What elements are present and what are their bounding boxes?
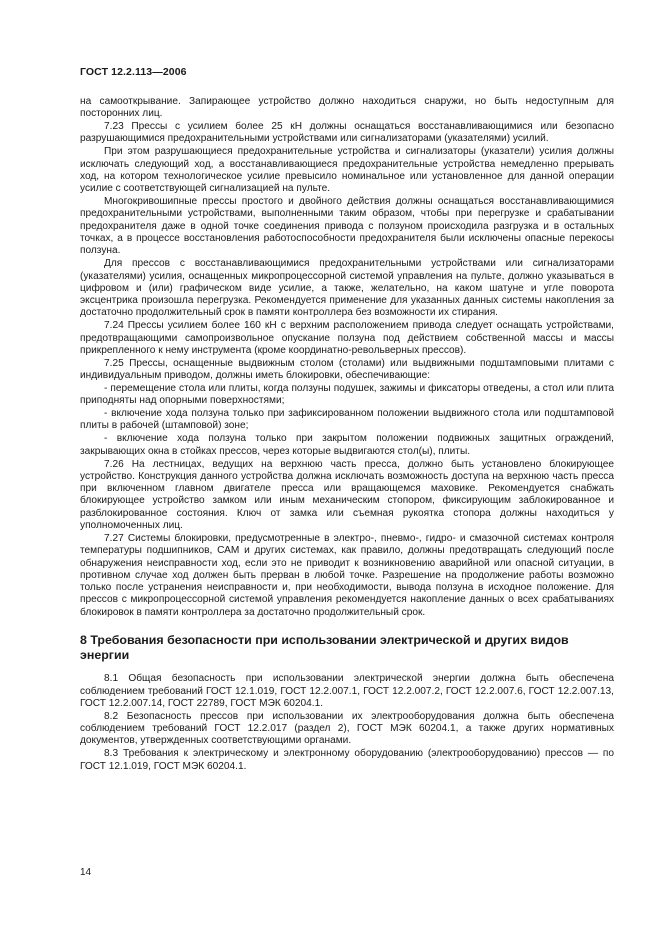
paragraph: 7.26 На лестницах, ведущих на верхнюю часть пресса, должно быть установлено блокирующее устройство. Конструкция данного устройства должна исключать возможность доступа на верхнюю часть пресса при включенном главном двигателе пресса или вращающемся маховике. Рекомендуется снабжать блокирующее устройство замком или иным механическим стопором, фиксирующим заблокированное и разблокированное состояния. Ключ от замка или съемная рукоятка стопора должны находиться у уполномоченных лиц. [80,458,614,532]
page-number: 14 [80,867,92,878]
paragraph: 7.24 Прессы усилием более 160 кН с верхним расположением привода следует оснащать устройствами, предотвращающими самопроизвольное опускание ползуна под действием собственной массы и массы прикрепленного к нему инструмента (кроме координатно-револьверных прессов). [80,320,614,356]
document-body [80,96,614,774]
paragraph: - перемещение стола или плиты, когда ползуны подушек, зажимы и фиксаторы отведены, а стол или плита приподняты над опорными поверхностями; [80,382,614,407]
paragraph: Для прессов с восстанавливающимися предохранительными устройствами или сигнализаторами (указателями) усилия, оснащенных микропроцессорной системой управления на пульте, должно указываться в цифровом и (или) графическом виде усилие, а также, желательно, на каком шатуне и угле поворота эксцентрика произошла перегрузка. Рекомендуется применение для указанных данных системы накопления за достаточно продолжительный срок в памяти контроллера без возможности их стирания. [80,258,614,319]
section-title: 8 Требования безопасности при использовании электрической и других видов энергии [80,633,569,663]
section-paragraph: 8.3 Требования к электрическому и электронному оборудованию (электрооборудованию) прессов — по ГОСТ 12.1.019, ГОСТ МЭК 60204.1. [80,748,614,772]
paragraph: 7.27 Системы блокировки, предусмотренные в электро-, пневмо-, гидро- и смазочной системах контроля температуры подшипников, САМ и других системах, как правило, должны предотвращать следующий после обнаружения неисправности ход, если это не приводит к возникновению аварийной или опасной ситуации, в противном случае ход должен быть прерван в любой точке. Разрешение на продолжение работы возможно только после устранения неисправности и, при необходимости, вывода ползуна в исходное положение. Для прессов с микропроцессорной системой управления рекомендуется накопление данных о всех срабатываниях блокировок в памяти контроллера за достаточно продолжительный срок. [80,532,614,618]
section-paragraph: 8.2 Безопасность прессов при использовании их электрооборудования должна быть обеспечена соблюдением требований ГОСТ 12.2.017 (раздел 2), ГОСТ МЭК 60204.1, а также других нормативных документов, утвержденных соответствующими органами. [80,710,614,747]
paragraph: - включение хода ползуна только при закрытом положении подвижных защитных ограждений, закрывающих окна в стойках прессов, через которые выдвигаются стол(ы), плиты. [80,433,614,457]
paragraph: При этом разрушающиеся предохранительные устройства и сигнализаторы (указатели) усилия должны исключать следующий ход, а восстанавливающиеся предохранительные устройства немедленно прерывать ход, на котором технологическое усилие превысило номинальное или установленное для данной операции усилие с соответствующей сигнализацией на пульте. [80,146,614,195]
paragraph: Многокривошипные прессы простого и двойного действия должны оснащаться восстанавливающимися предохранительными устройствами, выполненными таким образом, чтобы при перегрузке и срабатывании предохранителя даже в одной точке соединения привода с ползуном происходила разгрузка и в остальных точках, а в процессе восстановления работоспособности предохранителя были исключены опасные перекосы ползуна. [80,196,614,257]
paragraph: на самооткрывание. Запирающее устройство должно находиться снаружи, но быть недоступным для посторонних лиц. [80,96,614,120]
section-paragraph-list [80,673,614,773]
paragraph: 7.23 Прессы с усилием более 25 кН должны оснащаться восстанавливающимися или безопасно разрушающимися предохранительными устройствами или сигнализаторами (указателями) усилий. [80,121,614,145]
section-paragraph: 8.1 Общая безопасность при использовании электрической энергии должна быть обеспечена соблюдением требований ГОСТ 12.1.019, ГОСТ 12.2.007.1, ГОСТ 12.2.007.2, ГОСТ 12.2.007.6, ГОСТ 12.2.007.13, ГОСТ 12.2.007.14, ГОСТ 22789, ГОСТ МЭК 60204.1. [80,673,614,709]
document-header: ГОСТ 12.2.113—2006 [80,66,187,78]
paragraph-list [80,96,614,619]
paragraph: 7.25 Прессы, оснащенные выдвижным столом (столами) или выдвижными подштамповыми плитами с индивидуальным приводом, должны иметь блокировки, обеспечивающие: [80,357,614,382]
paragraph: - включение хода ползуна только при зафиксированном положении выдвижного стола или подштамповой плиты в рабочей (штамповой) зоне; [80,408,614,432]
